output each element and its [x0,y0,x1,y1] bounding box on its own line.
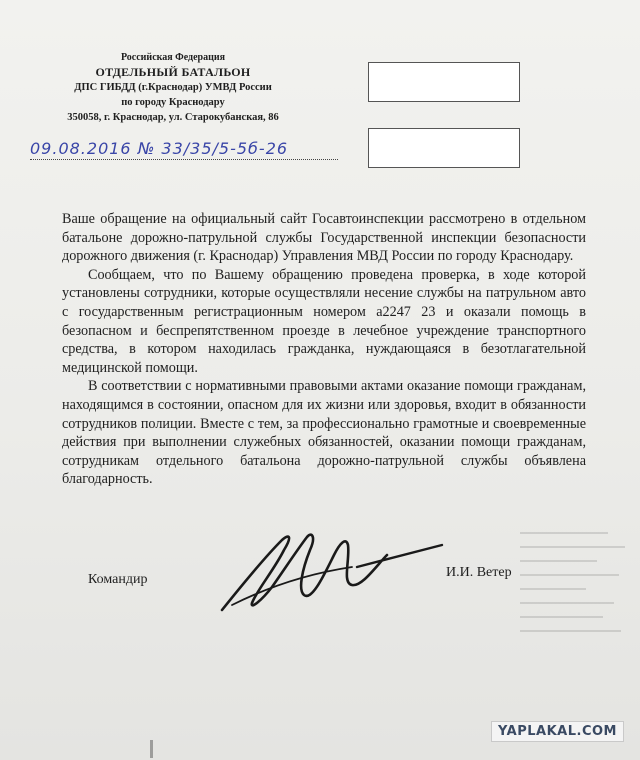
paragraph-1: Ваше обращение на официальный сайт Госавтоинспекции рассмотрено в отдельном батальоне дорожно-патрульной службы Государственной инспекции безопасности дорожного движения (г. Краснодар) Управления МВД России по городу Краснодару. [62,211,586,265]
watermark-logo: YAPLAKAL.COM [491,721,624,742]
outgoing-reference-text: 09.08.2016 № 33/35/5-5б-26 [30,139,289,158]
reference-underline [30,159,338,160]
handwritten-signature [212,515,452,620]
letterhead [28,50,318,125]
redaction-box-bottom [368,128,520,168]
letterhead-address: 350058, г. Краснодар, ул. Старокубанская, 86 [67,112,279,123]
paragraph-2: Сообщаем, что по Вашему обращению проведена проверка, в ходе которой установлены сотрудники, которые осуществляли несение службы на патрульном авто с государственным регистрационным номером а2247 23 и оказали помощь в безопасном и беспрепятственном проезде в лечебное учреждение транспортного средства, в котором находилась гражданка, нуждающаяся в безотлагательной медицинской помощи. [62,266,586,376]
letterhead-city: по городу Краснодару [121,97,225,108]
letterhead-country: Российская Федерация [120,52,226,63]
letterhead-department: ДПС ГИБДД (г.Краснодар) УМВД России [74,82,272,93]
outgoing-reference [30,139,340,171]
paragraph-3: В соответствии с нормативными правовыми актами оказание помощи гражданам, находящимся в состоянии, опасном для их жизни или здоровья, входит в обязанности сотрудников полиции. Вместе с тем, за профессионально грамотные и своевременные действия при выполнении служебных обязанностей, оказании помощи гражданам, сотрудникам отдельного батальона дорожно-патрульной службы объявлена благодарность. [62,378,586,488]
bleed-through-text [520,520,630,710]
letterhead-unit: ОТДЕЛЬНЫЙ БАТАЛЬОН [95,65,251,79]
page-mark [150,740,153,758]
signatory-role: Командир [88,572,148,587]
redaction-box-top [368,62,520,102]
letter-body [62,210,586,489]
signatory-name: И.И. Ветер [446,565,512,580]
